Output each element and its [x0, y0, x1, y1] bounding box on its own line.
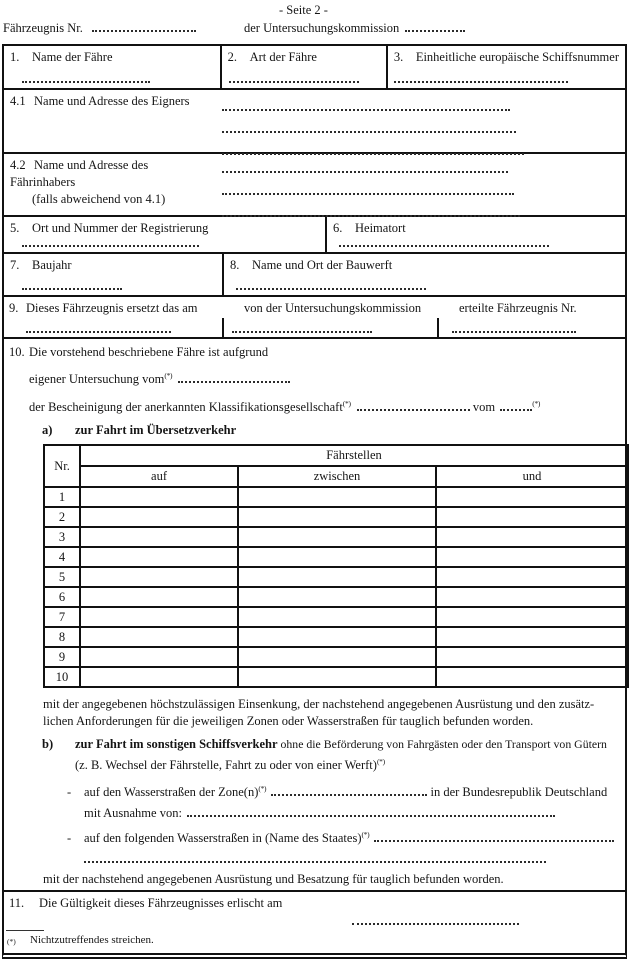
art-der-faehre-input-line[interactable] — [229, 72, 359, 83]
field-number: 6. — [333, 221, 343, 235]
item-b-closing: mit der nachstehend angegebenen Ausrüstung und Besatzung für tauglich befunden worden. — [43, 872, 504, 886]
row-11-validity — [4, 890, 625, 953]
table-cell[interactable] — [238, 667, 436, 687]
field-number: 3. — [393, 50, 404, 64]
field-number: 1. — [10, 50, 20, 64]
field-number: 8. — [230, 258, 240, 272]
heimatort-input-line[interactable] — [339, 237, 549, 247]
page-header — [0, 0, 629, 44]
footnote-mark: (*) — [164, 371, 173, 380]
replaces-number-input-line[interactable] — [452, 322, 576, 333]
table-cell[interactable] — [80, 607, 238, 627]
field-label: Einheitliche europäische Schiffsnummer — [415, 50, 619, 64]
holder-input-cell — [220, 154, 625, 215]
table-cell[interactable] — [436, 607, 628, 627]
footnote-mark: (*) — [7, 937, 16, 946]
table-cell[interactable] — [436, 587, 628, 607]
continuation-input-line[interactable] — [84, 852, 546, 863]
footnote — [4, 932, 625, 950]
field-label: Name und Adresse des Eigners — [34, 94, 190, 108]
row-5-6 — [4, 215, 625, 252]
holder-input-line-2[interactable] — [222, 185, 514, 195]
row-1-2-3 — [4, 46, 625, 88]
field-name-der-faehre — [4, 46, 220, 88]
table-row — [44, 607, 628, 627]
bauwerft-input-line[interactable] — [236, 279, 426, 290]
item-a-closing — [43, 696, 625, 730]
item-a-title: zur Fahrt im Übersetzverkehr — [75, 423, 237, 437]
own-inspection-label: eigener Untersuchung vom — [29, 372, 165, 386]
table-row — [44, 527, 628, 547]
table-cell[interactable] — [238, 587, 436, 607]
certificate-number-label: Fährzeugnis Nr. — [3, 21, 83, 35]
holder-label-cell — [4, 154, 220, 215]
field-schiffsnummer — [386, 46, 625, 88]
field-sublabel: (falls abweichend von 4.1) — [32, 192, 166, 206]
footnote-text: Nichtzutreffendes streichen. — [30, 934, 154, 946]
table-cell[interactable] — [436, 507, 628, 527]
field-number: 4.2 — [10, 158, 26, 172]
table-header-und: und — [436, 466, 628, 487]
classification-date-input-line[interactable] — [500, 400, 532, 411]
table-header-auf: auf — [80, 466, 238, 487]
table-cell[interactable] — [436, 567, 628, 587]
table-cell[interactable] — [238, 487, 436, 507]
table-cell[interactable] — [238, 527, 436, 547]
row-4-1-owner — [4, 88, 625, 152]
field-label: Name und Adresse des Fährinhabers — [10, 158, 149, 189]
item-b-number: b) — [42, 737, 54, 751]
table-header-nr: Nr. — [44, 445, 80, 487]
continuation-line — [84, 851, 625, 868]
row-number: 3 — [44, 527, 80, 547]
table-cell[interactable] — [436, 667, 628, 687]
footnote-separator — [6, 930, 44, 931]
table-row — [44, 667, 628, 687]
field-label: Baujahr — [32, 258, 72, 272]
table-cell[interactable] — [80, 667, 238, 687]
table-cell[interactable] — [80, 567, 238, 587]
replaces-part3: erteilte Fährzeugnis Nr. — [459, 301, 577, 315]
field-number: 10. — [9, 345, 25, 359]
table-cell[interactable] — [80, 627, 238, 647]
validity-date-input-line[interactable] — [352, 914, 519, 925]
replaces-date-input-line[interactable] — [26, 322, 171, 333]
table-row — [44, 647, 628, 667]
zone-post-label: in der Bundesrepublik Deutschland — [430, 785, 608, 799]
row-7-8 — [4, 252, 625, 295]
field-baujahr — [4, 254, 222, 295]
table-header-faehrstellen: Fährstellen — [80, 445, 628, 466]
row-10-approval — [4, 337, 625, 888]
item-a-closing-line1: mit der angegebenen höchstzulässigen Einsenkung, der nachstehend angegebenen Ausrüstung und den zusätz- — [43, 697, 595, 711]
faehrstellen-table — [43, 444, 629, 688]
zone-bullet — [67, 780, 625, 801]
table-cell[interactable] — [436, 627, 628, 647]
table-cell[interactable] — [238, 567, 436, 587]
table-cell[interactable] — [238, 607, 436, 627]
bullet-dash: - — [67, 831, 72, 845]
foreign-waterways-label: auf den folgenden Wasserstraßen in (Name des Staates) — [84, 831, 362, 845]
owner-input-cell — [220, 90, 625, 152]
table-row — [44, 547, 628, 567]
classification-society-input-line[interactable] — [357, 400, 470, 411]
footnote-mark: (*) — [258, 784, 267, 793]
field-label: Art der Fähre — [249, 50, 317, 64]
page-title: - Seite 2 - — [279, 3, 328, 17]
replaces-part2: von der Untersuchungskommission — [244, 301, 422, 315]
zone-label: auf den Wasserstraßen der Zone(n) — [84, 785, 259, 799]
footnote-mark: (*) — [376, 757, 385, 766]
table-row — [44, 587, 628, 607]
field-art-der-faehre — [220, 46, 386, 88]
table-cell[interactable] — [80, 487, 238, 507]
exception-line — [84, 805, 625, 822]
approval-intro: Die vorstehend beschriebene Fähre ist aufgrund — [29, 345, 269, 359]
table-cell[interactable] — [436, 527, 628, 547]
exception-label: mit Ausnahme von: — [84, 806, 182, 820]
table-cell[interactable] — [80, 547, 238, 567]
item-a-heading — [42, 422, 625, 439]
table-row — [44, 567, 628, 587]
foreign-waterways-input-line[interactable] — [374, 831, 614, 842]
table-cell[interactable] — [80, 507, 238, 527]
field-label: Ort und Nummer der Registrierung — [32, 221, 209, 235]
table-cell[interactable] — [238, 627, 436, 647]
footnote-mark: (*) — [532, 399, 541, 408]
table-row — [44, 487, 628, 507]
vom-label: vom — [472, 400, 496, 414]
table-row — [44, 627, 628, 647]
commission-field[interactable] — [405, 21, 465, 32]
table-cell[interactable] — [238, 507, 436, 527]
row-number: 9 — [44, 647, 80, 667]
item-b-title-rest: ohne die Beförderung von Fahrgästen oder den Transport von Gütern — [280, 737, 607, 751]
owner-input-line-1[interactable] — [222, 101, 510, 111]
exception-input-line[interactable] — [187, 806, 555, 817]
registrierung-input-line[interactable] — [22, 237, 199, 247]
table-cell[interactable] — [436, 487, 628, 507]
item-a-closing-line2: lichen Anforderungen für die jeweiligen Zonen oder Wasserstraßen für tauglich befunden worden. — [43, 714, 534, 728]
field-number: 2. — [227, 50, 237, 64]
field-heimatort — [325, 217, 625, 252]
commission-label: der Untersuchungskommission — [244, 21, 400, 35]
table-cell[interactable] — [436, 647, 628, 667]
owner-input-line-2[interactable] — [222, 123, 516, 133]
footnote-mark: (*) — [342, 399, 351, 408]
item-a-number: a) — [42, 423, 53, 437]
row-number: 7 — [44, 607, 80, 627]
field-label: Name der Fähre — [32, 50, 113, 64]
table-cell[interactable] — [80, 587, 238, 607]
row-number: 1 — [44, 487, 80, 507]
row-4-2-holder — [4, 152, 625, 215]
replaces-commission-input-line[interactable] — [232, 322, 372, 333]
table-cell[interactable] — [436, 547, 628, 567]
bullet-dash: - — [67, 785, 72, 799]
holder-input-line-1[interactable] — [222, 163, 508, 173]
item-b-subtitle: (z. B. Wechsel der Fährstelle, Fahrt zu oder von einer Werft) — [75, 758, 377, 772]
row-number: 10 — [44, 667, 80, 687]
name-der-faehre-input-line[interactable] — [22, 72, 150, 83]
foreign-waterways-bullet — [67, 826, 625, 847]
field-number: 9. — [9, 301, 19, 315]
item-b-heading — [42, 736, 625, 774]
row-number: 2 — [44, 507, 80, 527]
field-number: 5. — [10, 221, 20, 235]
table-cell[interactable] — [238, 547, 436, 567]
row-number: 5 — [44, 567, 80, 587]
table-cell[interactable] — [80, 527, 238, 547]
item-b-title: zur Fahrt im sonstigen Schiffsverkehr — [75, 737, 278, 751]
field-label: Heimatort — [355, 221, 406, 235]
footnote-mark: (*) — [361, 830, 370, 839]
field-registrierung — [4, 217, 325, 252]
table-cell[interactable] — [80, 647, 238, 667]
holder-input-line-3[interactable] — [222, 207, 520, 217]
row-number: 8 — [44, 627, 80, 647]
certificate-number-field[interactable] — [92, 21, 196, 32]
schiffsnummer-input-line[interactable] — [394, 72, 568, 83]
table-row — [44, 507, 628, 527]
classification-label: der Bescheinigung der anerkannten Klassifikationsgesellschaft — [29, 400, 343, 414]
field-number: 11. — [9, 896, 25, 910]
form-box — [2, 44, 627, 959]
field-number: 7. — [10, 258, 20, 272]
validity-label: Die Gültigkeit dieses Fährzeugnisses erlischt am — [39, 896, 283, 910]
row-number: 6 — [44, 587, 80, 607]
row-9-replaces — [4, 295, 625, 337]
field-bauwerft — [222, 254, 625, 295]
field-number: 4.1 — [10, 94, 26, 108]
table-cell[interactable] — [238, 647, 436, 667]
table-header-zwischen: zwischen — [238, 466, 436, 487]
zone-input-line[interactable] — [271, 785, 427, 796]
own-inspection-date-input-line[interactable] — [178, 372, 290, 383]
replaces-part1: Dieses Fährzeugnis ersetzt das am — [26, 301, 198, 315]
row-number: 4 — [44, 547, 80, 567]
baujahr-input-line[interactable] — [22, 279, 122, 290]
owner-label-cell — [4, 90, 220, 152]
field-label: Name und Ort der Bauwerft — [252, 258, 393, 272]
